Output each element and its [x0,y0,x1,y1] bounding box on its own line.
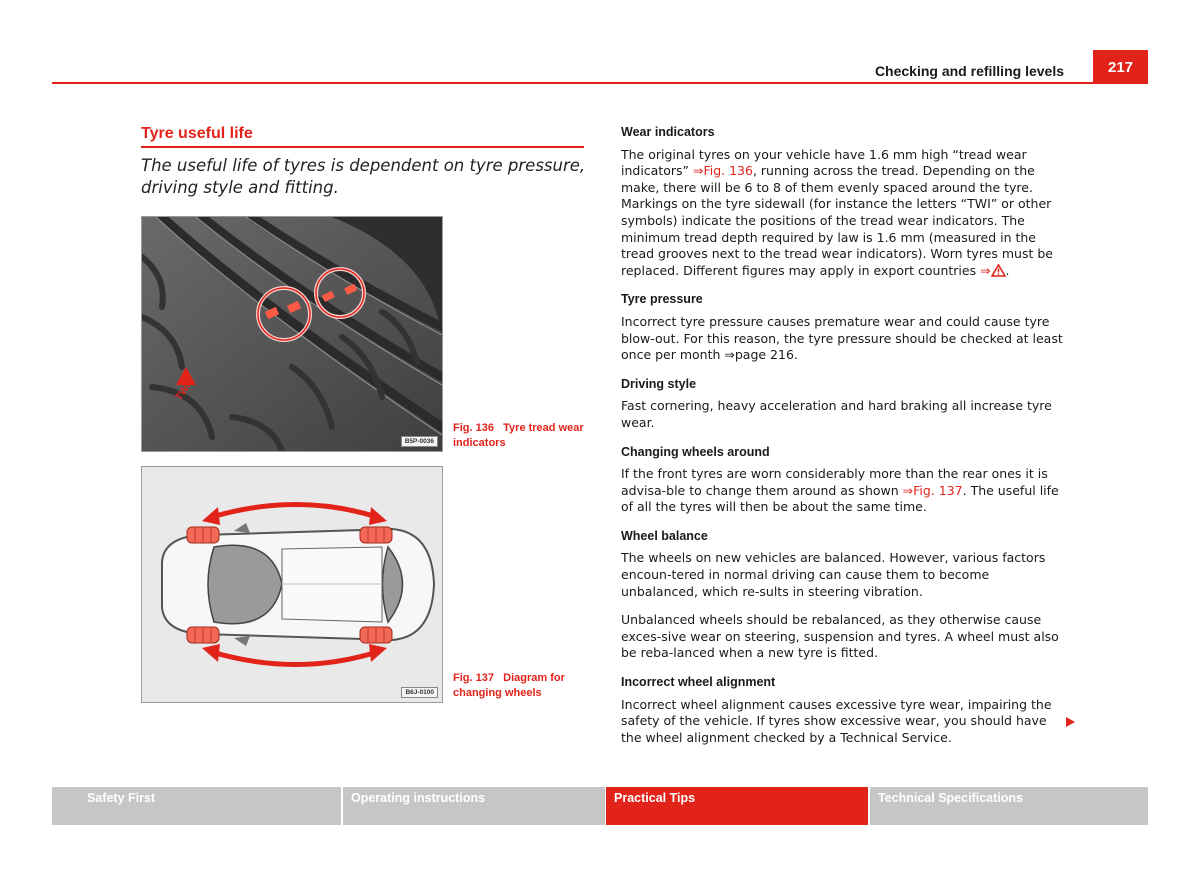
wear-text-2: , running across the tread. Depending on the make, there will be 6 to 8 of them evenly spaced around the tyre. Markings on the tyre sidewall (for instance the letters “TWI” or other symbols) indicate the positions of the tread wear indicators. The minimum tread depth required by law is 1.6 mm (measured in the tread grooves next to the tread wear indicators). Worn tyres must be replaced. Different figures may apply in export countries [621,163,1053,278]
changing-text-1: If the front tyres are worn considerably more than the rear ones it is advisa-ble to change them around as shown [621,466,1048,498]
warning-triangle-icon[interactable] [991,264,1006,277]
figure-code: B5P-0036 [401,436,438,447]
footer-tab-technical-specifications[interactable]: Technical Specifications [870,787,1148,825]
car-topview-illustration [142,467,442,702]
changing-wheels-heading: Changing wheels around [621,444,770,459]
section-divider [141,146,584,148]
wear-text-end: . [1005,262,1010,278]
wear-indicators-heading: Wear indicators [621,125,715,139]
twi-label: TWI [173,381,194,403]
wheel-alignment-heading: Incorrect wheel alignment [621,675,776,690]
section-intro: The useful life of tyres is dependent on tyre pressure, driving style and fitting. [141,156,586,197]
driving-style-heading: Driving style [621,376,697,391]
fig-136-link[interactable]: ⇒Fig. 136 [693,163,753,179]
tyre-pressure-heading: Tyre pressure [621,292,703,307]
page-number: 217 [1093,50,1148,84]
wheel-alignment-paragraph: Incorrect wheel alignment causes excessive tyre wear, impairing the safety of the vehicle. If tyres show excessive wear, you should have the wheel alignment checked by a Technical Service. [621,696,1052,745]
tyre-tread-figure [141,216,443,452]
wheel-balance-paragraph-1: The wheels on new vehicles are balanced. However, various factors encoun-tered in normal driving can cause them to become unbalanced, which re-sults in steering vibration. [621,550,1046,599]
wheel-balance-heading: Wheel balance [621,528,708,543]
fig-137-link[interactable]: ⇒Fig. 137 [902,482,963,498]
footer-tab-operating-instructions[interactable]: Operating instructions [343,787,605,825]
driving-style-paragraph: Fast cornering, heavy acceleration and hard braking all increase tyre wear. [621,398,1052,430]
body-text-column [621,124,1066,758]
changing-wheels-paragraph [621,466,1066,516]
wheel-rotation-figure [141,466,443,703]
figure-code: B6J-0100 [401,687,438,698]
header-divider [52,82,1148,84]
figure-137-text: Diagram for changing wheels [453,672,565,699]
footer-tab-practical-tips[interactable]: Practical Tips [606,787,868,825]
running-header-title: Checking and refilling levels [874,63,1064,79]
wear-text-1: The original tyres on your vehicle have 1.6 mm high “tread wear indicators” [621,146,1027,179]
warning-ref-arrow[interactable]: ⇒ [980,262,991,278]
figure-137-number: Fig. 137 [453,672,494,684]
continue-arrow-icon[interactable] [1066,717,1075,727]
footer-tab-safety-first[interactable]: Safety First [52,787,341,825]
figure-136-text: Tyre tread wear indicators [453,422,584,449]
tyre-tread-illustration [142,217,442,451]
figure-136-caption [453,421,593,451]
figure-137-caption [453,671,593,701]
figure-136-number: Fig. 136 [453,422,494,434]
wheel-balance-paragraph-2: Unbalanced wheels should be rebalanced, as they otherwise cause exces-sive wear on steering, suspension and tyres. A wheel must also be reba-lanced when a new tyre is fitted. [621,612,1059,661]
section-title: Tyre useful life [141,125,253,142]
wear-indicators-paragraph [621,147,1066,280]
changing-text-2: . The useful life of all the tyres will then be about the same time. [621,482,1059,515]
tyre-pressure-paragraph: Incorrect tyre pressure causes premature wear and could cause tyre blow-out. For this reason, the tyre pressure should be checked at least once per month ⇒page 216. [621,313,1063,363]
